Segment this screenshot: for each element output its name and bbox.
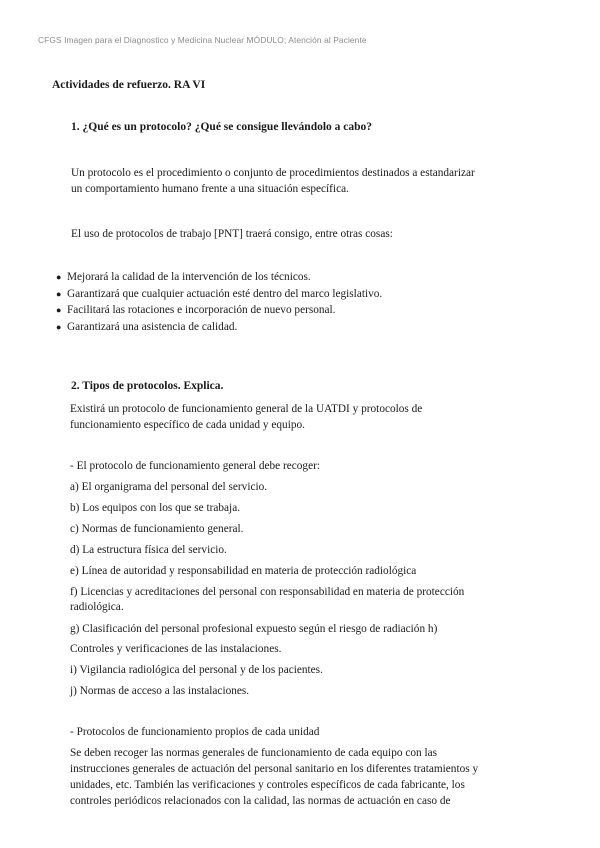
q2-item-b: b) Los equipos con los que se trabaja.	[70, 502, 241, 514]
q2-intro-line-2: funcionamiento específico de cada unidad y equipo.	[70, 419, 305, 431]
q2-specific-line-1: Se deben recoger las normas generales de funcionamiento de cada equipo con las	[70, 747, 437, 759]
q2-item-e: e) Línea de autoridad y responsabilidad en materia de protección radiológica	[70, 565, 417, 577]
q2-item-f-line-1: f) Licencias y acreditaciones del personal con responsabilidad en materia de protección	[70, 586, 465, 598]
q2-item-j: j) Normas de acceso a las instalaciones.	[70, 685, 250, 697]
q2-intro-line-1: Existirá un protocolo de funcionamiento general de la UATDI y protocolos de	[70, 403, 423, 415]
q1-intro: El uso de protocolos de trabajo [PNT] traerá consigo, entre otras cosas:	[71, 228, 393, 240]
q2-item-d: d) La estructura física del servicio.	[70, 544, 227, 556]
q2-item-a: a) El organigrama del personal del servicio.	[70, 481, 268, 493]
q2-item-f-line-2: radiológica.	[70, 601, 124, 613]
bullet-icon: ●	[56, 321, 62, 332]
q2-specific-line-3: unidades, etc. También las verificaciones y controles específicos de cada fabricante, los	[70, 779, 465, 791]
list-item: ● Garantizará que cualquier actuación esté dentro del marco legislativo.	[56, 286, 382, 303]
q2-specific-line-4: controles periódicos relacionados con la calidad, las normas de actuación en caso de	[70, 795, 451, 807]
bullet-icon: ●	[56, 305, 62, 316]
q1-bullet-list	[56, 269, 382, 335]
list-item: ● Mejorará la calidad de la intervención de los técnicos.	[56, 269, 382, 286]
q2-specific-title: - Protocolos de funcionamiento propios de cada unidad	[70, 726, 320, 738]
bullet-icon: ●	[56, 288, 62, 299]
q2-item-c: c) Normas de funcionamiento general.	[70, 523, 244, 535]
list-item: ● Garantizará una asistencia de calidad.	[56, 319, 382, 336]
page-header: CFGS Imagen para el Diagnostico y Medicina Nuclear MÓDULO; Atención al Paciente	[38, 35, 367, 45]
question-2-heading: 2. Tipos de protocolos. Explica.	[71, 380, 224, 392]
document-title: Actividades de refuerzo. RA VI	[52, 79, 206, 91]
list-item: ● Facilitará las rotaciones e incorporación de nuevo personal.	[56, 302, 382, 319]
bullet-icon: ●	[56, 272, 62, 282]
q1-definition-line-1: Un protocolo es el procedimiento o conjunto de procedimientos destinados a estandarizar	[71, 167, 475, 179]
q2-specific-line-2: instrucciones generales de actuación del personal sanitario en los diferentes tratamientos y	[70, 763, 479, 775]
q2-general-title: - El protocolo de funcionamiento general debe recoger:	[70, 460, 320, 472]
q2-item-h: Controles y verificaciones de las instalaciones.	[70, 643, 282, 655]
question-1-heading: 1. ¿Qué es un protocolo? ¿Qué se consigue llevándolo a cabo?	[71, 121, 373, 133]
q1-definition-line-2: un comportamiento humano frente a una situación específica.	[71, 183, 349, 195]
q2-item-i: i) Vigilancia radiológica del personal y de los pacientes.	[70, 664, 323, 676]
q2-item-g: g) Clasificación del personal profesional expuesto según el riesgo de radiación h)	[70, 623, 438, 635]
